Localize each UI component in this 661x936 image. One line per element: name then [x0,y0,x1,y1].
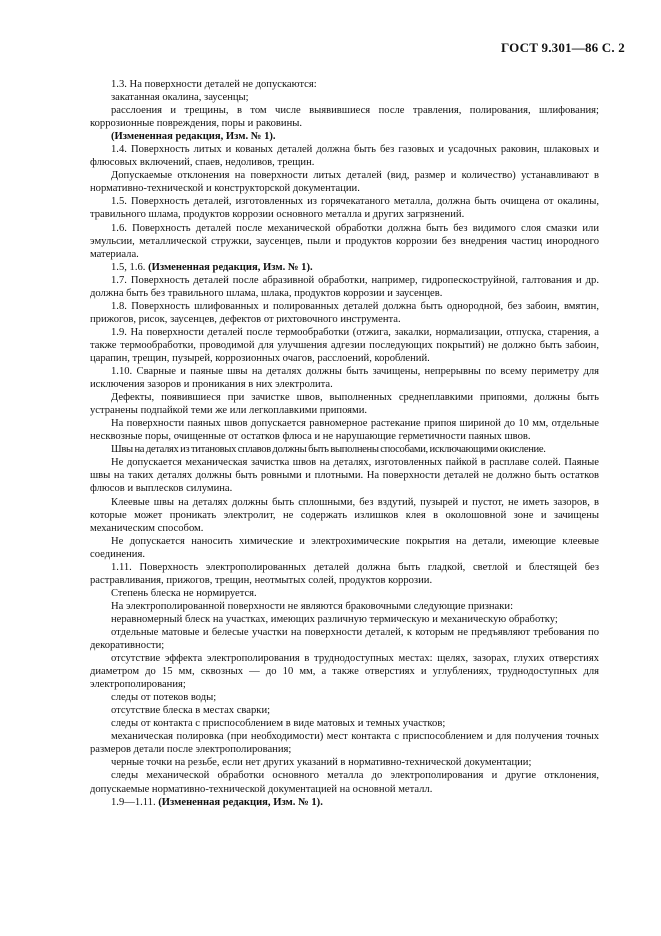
paragraph-text: 1.8. Поверхность шлифованных и полированных деталей должна быть однородной, без забоин, вмятин, прижогов, рисок, заусенцев, дефектов от рихтовочного инструмента. [90,300,599,325]
paragraph [90,456,599,495]
paragraph-text: отдельные матовые и белесые участки на поверхности деталей, к которым не предъявляют требования по декоративности; [90,626,599,652]
paragraph-text: Швы на деталях из титановых сплавов должны быть выполнены способами, исключающими окисление. [111,444,546,456]
paragraph [90,704,599,717]
paragraph-text: следы механической обработки основного металла до электрополирования и другие отклонения, допускаемые нормативно-технической документацией на основной металл. [90,770,599,795]
paragraph [90,626,599,652]
paragraph [90,261,599,274]
paragraph [90,130,599,143]
paragraph [90,652,599,691]
paragraph [90,443,599,456]
paragraph [90,274,599,300]
paragraph [90,600,599,613]
paragraph-text: отсутствие блеска в местах сварки; [111,705,271,717]
paragraph [90,417,599,443]
paragraph-text: следы от контакта с приспособлением в виде матовых и темных участков; [111,718,446,730]
paragraph-text: Степень блеска не нормируется. [111,587,257,599]
paragraph [90,613,599,626]
paragraph [90,691,599,704]
paragraph [90,769,599,795]
paragraph-prefix: 1.5, 1.6. [111,261,149,273]
paragraph [90,561,599,587]
amendment-note: (Измененная редакция, Изм. № 1). [158,796,323,808]
paragraph [90,391,599,417]
paragraph-text: расслоения и трещины, в том числе выявившиеся после травления, полирования, шлифования; коррозионные повреждения, поры и раковины. [90,105,599,130]
paragraph-text: 1.5. Поверхность деталей, изготовленных из горячекатаного металла, должна быть очищена от окалины, травильного шлама, продуктов коррозии основного металла и других загрязнений. [90,196,599,221]
paragraph [90,195,599,221]
paragraph-text: Допускаемые отклонения на поверхности литых деталей (вид, размер и количество) устанавливают в нормативно-технической и конструкторской документации. [90,170,599,195]
document-body [90,78,599,809]
paragraph-text: 1.4. Поверхность литых и кованых деталей должна быть без газовых и усадочных раковин, шлаковых и флюсовых включений, спаев, недоливов, трещин. [90,144,599,169]
paragraph-text: механическая полировка (при необходимости) мест контакта с приспособлением и для получения точных размеров детали после электрополирования; [90,731,599,756]
paragraph-text: черные точки на резьбе, если нет других указаний в нормативно-технической документации; [111,757,532,769]
paragraph [90,587,599,600]
paragraph [90,535,599,561]
paragraph [90,717,599,730]
paragraph-text: 1.10. Сварные и паяные швы на деталях должны быть зачищены, непрерывны по всему периметру для исключения зазоров и проникания в них электролита. [90,366,599,391]
paragraph-text: Клеевые швы на деталях должны быть сплошными, без вздутий, пузырей и пустот, не иметь зазоров, в которые может проникать электролит, не содержать излишков клея в околошовной зоне и зачищены механическим способом. [90,496,599,534]
paragraph [90,91,599,104]
paragraph-text: 1.6. Поверхность деталей после механической обработки должна быть без видимого слоя смазки или эмульсии, металлической стружки, заусенцев, пыли и продуктов коррозии без внедрения частиц инородного материала. [90,222,599,260]
paragraph-text: закатанная окалина, заусенцы; [111,92,249,104]
paragraph-text: На электрополированной поверхности не являются браковочными следующие признаки: [111,600,514,612]
paragraph-text: Дефекты, появившиеся при зачистке швов, выполненных среднеплавкими припоями, должны быть устранены подпайкой теми же или легкоплавкими припоями. [90,392,599,417]
paragraph-text: 1.11. Поверхность электрополированных деталей должна быть гладкой, светлой и блестящей без растравливания, прижогов, трещин, неотмытых солей, продуктов коррозии. [90,561,599,586]
paragraph-text: На поверхности паяных швов допускается равномерное растекание припоя шириной до 10 мм, отдельные несквозные поры, очищенные от остатков флюса и не нарушающие герметичности паяных швов. [90,418,599,443]
paragraph [90,300,599,326]
paragraph-text: Не допускается наносить химические и электрохимические покрытия на детали, имеющие клеевые соединения. [90,535,599,560]
paragraph [90,78,599,91]
paragraph-text: отсутствие эффекта электрополирования в труднодоступных местах: щелях, зазорах, глухих отверстиях диаметром до 15 мм, сквозных — до 10 мм, а также отверстиях и углублениях, труднодоступных для электрополирования; [90,653,599,691]
paragraph-text: 1.3. На поверхности деталей не допускаются: [111,79,317,90]
paragraph-text: 1.9. На поверхности деталей после термообработки (отжига, закалки, нормализации, отпуска, старения, а также термообработки, проводимой для улучшения адгезии последующих покрытий) не должно быть забоин, царапин, трещин, пузырей, коррозионных очагов, расслоений, короблений. [90,326,599,364]
paragraph [90,222,599,261]
page-header: ГОСТ 9.301—86 С. 2 [500,40,625,55]
paragraph-text: 1.7. Поверхность деталей после абразивной обработки, например, гидропескоструйной, галтования и др. должна быть без травильного шлама, шлака, продуктов коррозии и заусенцев. [90,274,599,299]
paragraph-text: Не допускается механическая зачистка швов на деталях, изготовленных пайкой в расплаве солей. Паяные швы на таких деталях должны быть ровными и плотными. На поверхности деталей не должно быть остатков флюсов и выплесков силумина. [90,457,599,495]
paragraph [90,756,599,769]
paragraph [90,169,599,195]
amendment-note: (Измененная редакция, Изм. № 1). [148,261,313,273]
paragraph-text: следы от потеков воды; [111,692,217,704]
paragraph [90,365,599,391]
paragraph [90,143,599,169]
paragraph-text: неравномерный блеск на участках, имеющих различную термическую и механическую обработку; [111,613,558,625]
paragraph [90,104,599,130]
paragraph [90,496,599,535]
paragraph-prefix: 1.9—1.11. [111,796,159,808]
paragraph [90,796,599,809]
paragraph [90,326,599,365]
paragraph [90,730,599,756]
amendment-note: (Измененная редакция, Изм. № 1). [111,131,276,143]
